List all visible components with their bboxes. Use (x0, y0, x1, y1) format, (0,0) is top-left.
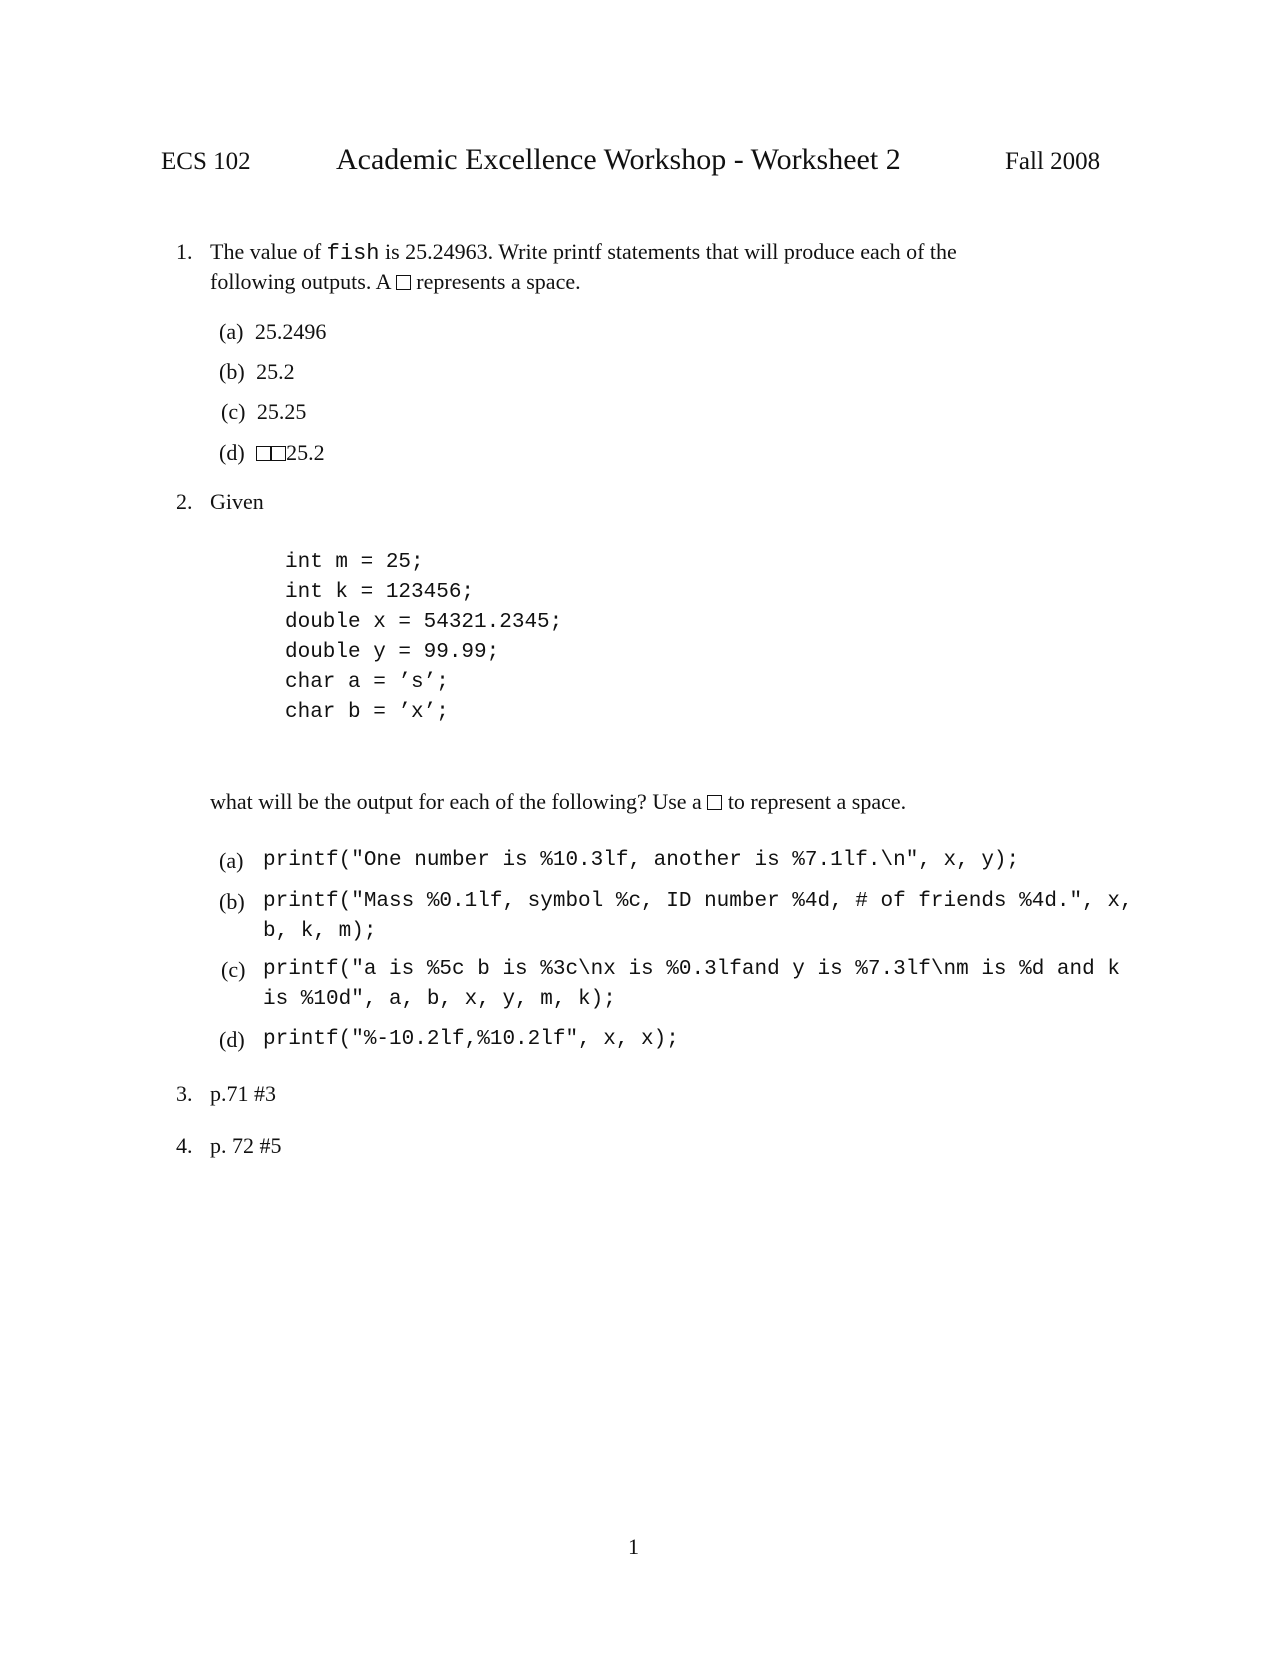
q1-item-d (219, 440, 325, 466)
code-line: char b = ’x’; (285, 701, 449, 724)
q1-variable: fish (326, 241, 380, 266)
code-line: double x = 54321.2345; (285, 611, 563, 634)
course-code: ECS 102 (161, 148, 251, 175)
q1-item-a (219, 319, 326, 345)
page-number: 1 (628, 1534, 639, 1559)
code-line: int m = 25; (285, 551, 424, 574)
q1-number: 1. (176, 239, 193, 264)
item-text: 25.2496 (254, 319, 327, 344)
term: Fall 2008 (1005, 148, 1101, 175)
q3-number: 3. (176, 1081, 193, 1106)
q2-item-b-label: (b) (219, 889, 245, 914)
q1-intro-a: The value of (210, 239, 322, 264)
code-line: char a = ’s’; (285, 671, 449, 694)
q2-prompt (210, 789, 906, 815)
item-text: 25.25 (256, 399, 307, 424)
q3-text: p.71 #3 (210, 1081, 276, 1106)
q1-item-c (221, 399, 306, 425)
space-box-icon (256, 446, 271, 461)
item-text: 25.2 (286, 440, 325, 465)
q2-item-a-label: (a) (219, 848, 244, 873)
item-label: (c) (221, 399, 246, 424)
q1-line-1 (210, 239, 957, 266)
q4-number: 4. (176, 1133, 193, 1158)
q1-item-b (219, 359, 295, 385)
q4-text: p. 72 #5 (210, 1133, 282, 1158)
code-line: int k = 123456; (285, 581, 475, 604)
q2-prompt-b: to represent a space. (727, 789, 907, 814)
q2-number: 2. (176, 489, 193, 514)
q1-line2-b: represents a space. (416, 269, 581, 294)
q2-item-b-code: printf("Mass %0.1lf, symbol %c, ID number %4d, # of friends %4d.", x, (263, 890, 1133, 913)
space-box-icon (271, 446, 286, 461)
q2-item-d-code: printf("%-10.2lf,%10.2lf", x, x); (263, 1028, 679, 1051)
q2-item-b-code-cont: b, k, m); (263, 920, 377, 943)
q2-prompt-a: what will be the output for each of the following? Use a (210, 789, 702, 814)
q1-line-2 (210, 269, 581, 295)
item-label: (d) (219, 440, 245, 465)
q2-item-c-code: printf("a is %5c b is %3c\nx is %0.3lfand y is %7.3lf\nm is %d and k (263, 958, 1120, 981)
item-text: 25.2 (256, 359, 295, 384)
space-box-icon (707, 795, 722, 810)
q2-given: Given (210, 489, 264, 514)
space-box-icon (396, 275, 411, 290)
page-title: Academic Excellence Workshop - Worksheet 2 (336, 143, 901, 176)
q2-item-c-label: (c) (221, 957, 246, 982)
q2-item-a-code: printf("One number is %10.3lf, another is %7.1lf.\n", x, y); (263, 849, 1020, 872)
item-label: (a) (219, 319, 244, 344)
item-label: (b) (219, 359, 245, 384)
q2-item-c-code-cont: is %10d", a, b, x, y, m, k); (263, 988, 616, 1011)
q1-line2-a: following outputs. A (210, 269, 391, 294)
code-line: double y = 99.99; (285, 641, 500, 664)
q2-item-d-label: (d) (219, 1027, 245, 1052)
q1-intro-b: is 25.24963. Write printf statements that will produce each of the (384, 239, 957, 264)
